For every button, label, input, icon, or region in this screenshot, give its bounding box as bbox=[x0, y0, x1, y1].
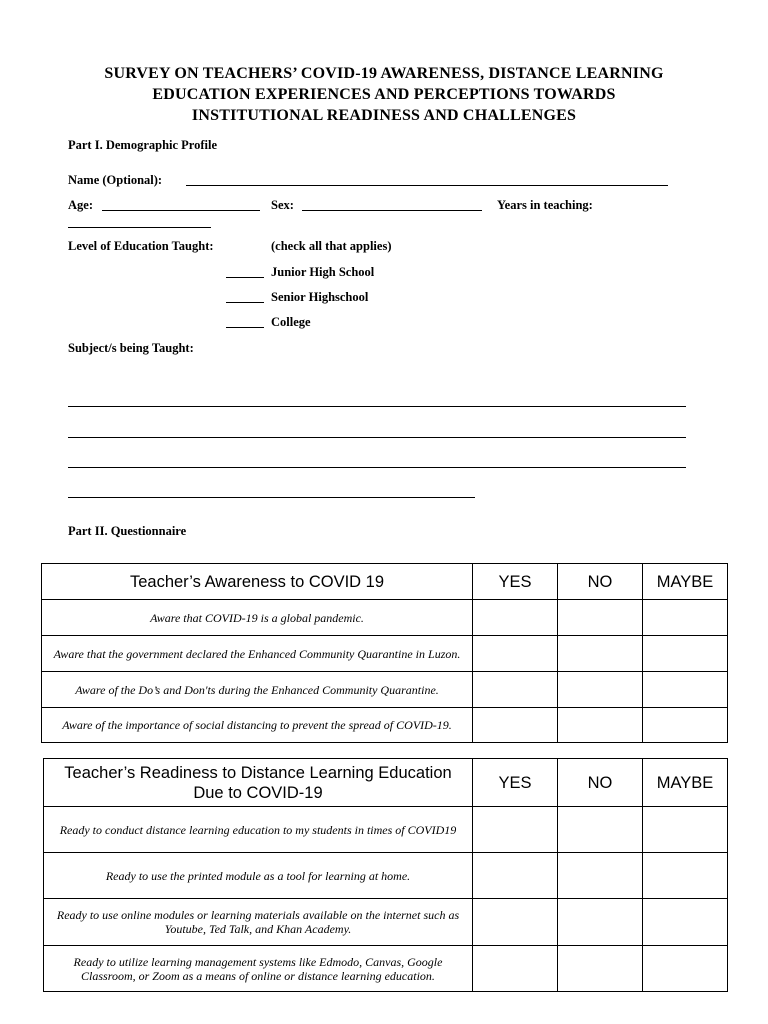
answer-yes-cell[interactable] bbox=[473, 600, 558, 636]
subjects-line-4[interactable] bbox=[68, 497, 475, 498]
answer-maybe-cell[interactable] bbox=[643, 946, 728, 992]
answer-maybe-cell[interactable] bbox=[643, 636, 728, 672]
level-option-junior-high: Junior High School bbox=[271, 265, 375, 279]
subjects-line-3[interactable] bbox=[68, 467, 686, 468]
subjects-line-1[interactable] bbox=[68, 406, 686, 407]
answer-yes-cell[interactable] bbox=[473, 946, 558, 992]
answer-yes-cell[interactable] bbox=[473, 899, 558, 946]
answer-maybe-cell[interactable] bbox=[643, 708, 728, 743]
readiness-question: Ready to conduct distance learning education to my students in times of COVID19 bbox=[44, 807, 473, 853]
level-option-college: College bbox=[271, 315, 311, 329]
sex-label: Sex: bbox=[271, 198, 294, 212]
column-no: NO bbox=[558, 759, 643, 807]
answer-maybe-cell[interactable] bbox=[643, 899, 728, 946]
answer-yes-cell[interactable] bbox=[473, 636, 558, 672]
level-label: Level of Education Taught: bbox=[68, 239, 214, 253]
readiness-question: Ready to use online modules or learning materials available on the internet such as Youtube, Ted Talk, and Khan Academy. bbox=[44, 899, 473, 946]
awareness-table bbox=[41, 563, 728, 743]
age-field[interactable] bbox=[102, 210, 260, 211]
answer-maybe-cell[interactable] bbox=[643, 600, 728, 636]
subjects-line-2[interactable] bbox=[68, 437, 686, 438]
title-line-1: SURVEY ON TEACHERS’ COVID-19 AWARENESS, DISTANCE LEARNING bbox=[104, 65, 664, 82]
awareness-question: Aware that COVID-19 is a global pandemic. bbox=[42, 600, 473, 636]
column-maybe: MAYBE bbox=[643, 759, 728, 807]
name-label: Name (Optional): bbox=[68, 173, 163, 187]
answer-no-cell[interactable] bbox=[558, 807, 643, 853]
column-maybe: MAYBE bbox=[643, 564, 728, 600]
column-yes: YES bbox=[473, 759, 558, 807]
readiness-table-header: Teacher’s Readiness to Distance Learning Education Due to COVID-19 bbox=[44, 759, 473, 807]
answer-no-cell[interactable] bbox=[558, 899, 643, 946]
subjects-label: Subject/s being Taught: bbox=[68, 341, 194, 355]
answer-no-cell[interactable] bbox=[558, 853, 643, 899]
level-check-college[interactable] bbox=[226, 327, 264, 328]
readiness-table bbox=[43, 758, 728, 992]
age-label: Age: bbox=[68, 198, 93, 212]
awareness-question: Aware of the Do’s and Don'ts during the Enhanced Community Quarantine. bbox=[42, 672, 473, 708]
answer-no-cell[interactable] bbox=[558, 708, 643, 743]
answer-no-cell[interactable] bbox=[558, 946, 643, 992]
awareness-table-header: Teacher’s Awareness to COVID 19 bbox=[42, 564, 473, 600]
readiness-question: Ready to use the printed module as a tool for learning at home. bbox=[44, 853, 473, 899]
level-option-senior-high: Senior Highschool bbox=[271, 290, 369, 304]
title-line-3: INSTITUTIONAL READINESS AND CHALLENGES bbox=[191, 107, 577, 124]
answer-yes-cell[interactable] bbox=[473, 672, 558, 708]
part1-heading: Part I. Demographic Profile bbox=[68, 138, 218, 152]
awareness-question: Aware of the importance of social distancing to prevent the spread of COVID-19. bbox=[42, 708, 473, 743]
level-note: (check all that applies) bbox=[271, 239, 392, 253]
answer-no-cell[interactable] bbox=[558, 636, 643, 672]
years-label: Years in teaching: bbox=[497, 198, 593, 212]
answer-yes-cell[interactable] bbox=[473, 853, 558, 899]
sex-field[interactable] bbox=[302, 210, 482, 211]
answer-no-cell[interactable] bbox=[558, 600, 643, 636]
answer-no-cell[interactable] bbox=[558, 672, 643, 708]
level-check-senior-high[interactable] bbox=[226, 302, 264, 303]
answer-yes-cell[interactable] bbox=[473, 807, 558, 853]
answer-maybe-cell[interactable] bbox=[643, 807, 728, 853]
level-check-junior-high[interactable] bbox=[226, 277, 264, 278]
years-field[interactable] bbox=[68, 227, 211, 228]
answer-maybe-cell[interactable] bbox=[643, 853, 728, 899]
survey-title bbox=[0, 63, 768, 126]
answer-yes-cell[interactable] bbox=[473, 708, 558, 743]
answer-maybe-cell[interactable] bbox=[643, 672, 728, 708]
title-line-2: EDUCATION EXPERIENCES AND PERCEPTIONS TOWARDS bbox=[152, 86, 616, 103]
awareness-question: Aware that the government declared the Enhanced Community Quarantine in Luzon. bbox=[42, 636, 473, 672]
name-field[interactable] bbox=[186, 185, 668, 186]
column-yes: YES bbox=[473, 564, 558, 600]
readiness-question: Ready to utilize learning management systems like Edmodo, Canvas, Google Classroom, or Zoom as a means of online or distance learning education. bbox=[44, 946, 473, 992]
column-no: NO bbox=[558, 564, 643, 600]
part2-heading: Part II. Questionnaire bbox=[68, 524, 187, 538]
